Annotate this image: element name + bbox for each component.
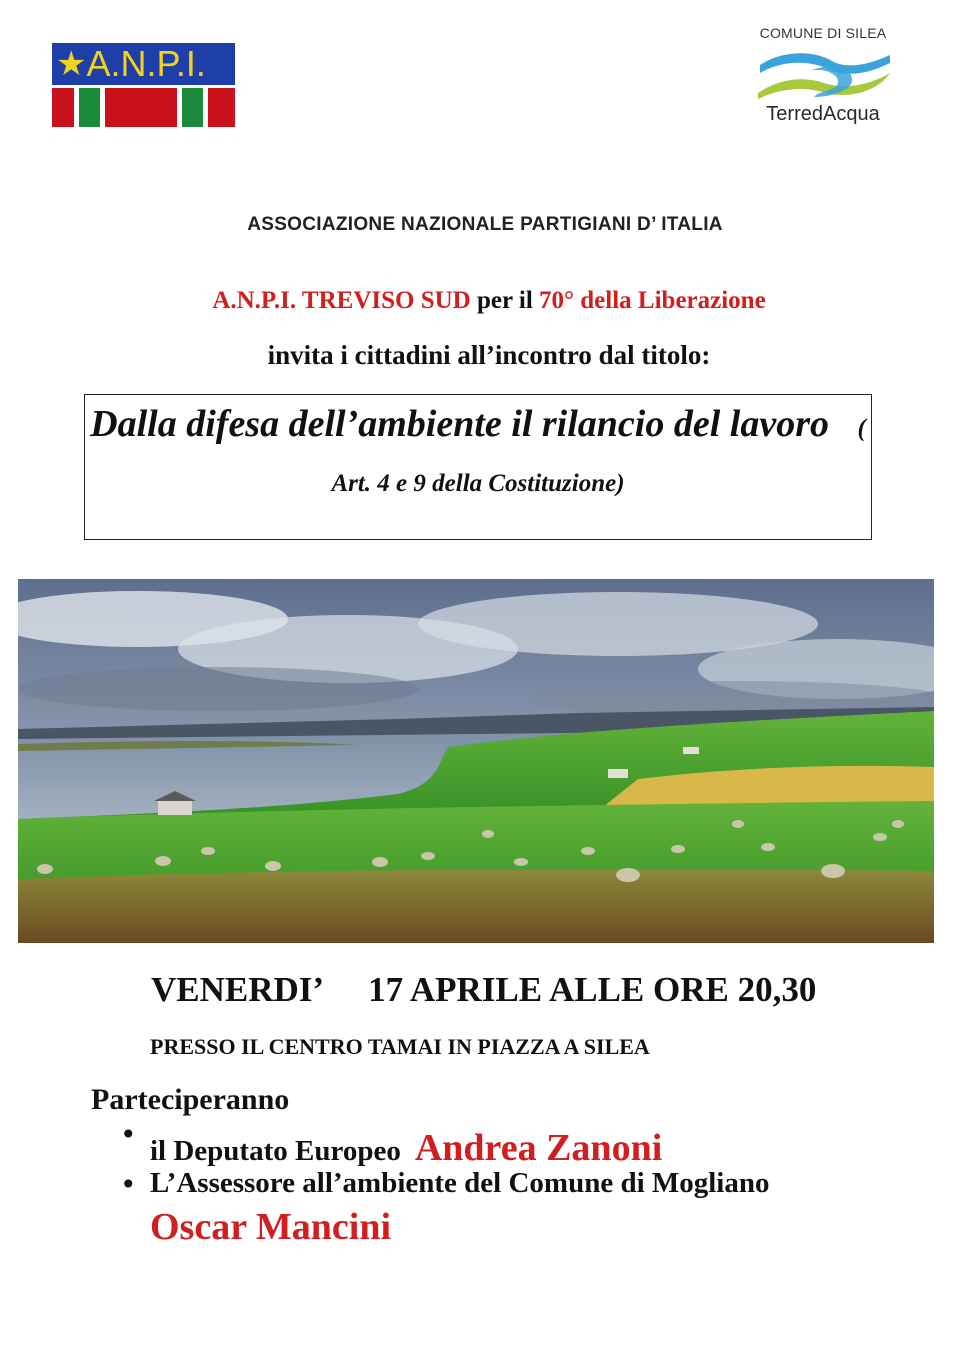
event-title-text: Dalla difesa dell’ambiente il rilancio del lavoro <box>90 403 829 445</box>
landscape-illustration <box>18 579 934 943</box>
star-icon: ★ <box>56 44 87 84</box>
invitation-line: invita i cittadini all’incontro dal titolo: <box>267 340 711 370</box>
silea-logo-wordmark: TerredAcqua <box>766 103 880 125</box>
association-name: ASSOCIAZIONE NAZIONALE PARTIGIANI D’ ITALIA <box>247 214 723 235</box>
participant-2-role: L’Assessore all’ambiente del Comune di Mogliano <box>150 1167 770 1199</box>
silea-logo-caption: COMUNE DI SILEA <box>759 25 887 41</box>
event-date-time <box>151 970 816 1010</box>
comune-di-silea-logo <box>752 25 894 130</box>
event-day: VENERDI’ <box>151 970 325 1009</box>
participants-heading: Parteciperanno <box>91 1083 290 1116</box>
participant-1-name: Andrea Zanoni <box>414 1127 663 1169</box>
landscape-photo <box>18 579 934 943</box>
participant-2-name: Oscar Mancini <box>150 1206 392 1248</box>
event-title <box>85 399 871 509</box>
event-venue: PRESSO IL CENTRO TAMAI IN PIAZZA A SILEA <box>150 1034 650 1059</box>
bullet-icon: • <box>120 1118 137 1151</box>
organizer-name: A.N.P.I. TREVISO SUD <box>212 287 471 314</box>
silea-wave-icon <box>754 47 892 103</box>
organizer-line <box>0 287 960 315</box>
anpi-logo-text: A.N.P.I. <box>86 43 206 84</box>
organizer-connector: per il <box>470 287 540 314</box>
event-title-box <box>84 394 872 540</box>
anpi-logo-banner <box>52 43 235 85</box>
participant-1-role: il Deputato Europeo <box>150 1135 401 1167</box>
anpi-logo <box>52 43 235 127</box>
italian-flag-stripes <box>52 88 235 127</box>
event-date: 17 APRILE ALLE ORE 20,30 <box>368 970 817 1009</box>
constitution-reference: ( Art. 4 e 9 della Costituzione) <box>331 415 866 497</box>
anniversary-text: 70° della Liberazione <box>539 287 766 314</box>
bullet-icon: • <box>120 1168 137 1201</box>
participant-1 <box>150 1126 662 1170</box>
